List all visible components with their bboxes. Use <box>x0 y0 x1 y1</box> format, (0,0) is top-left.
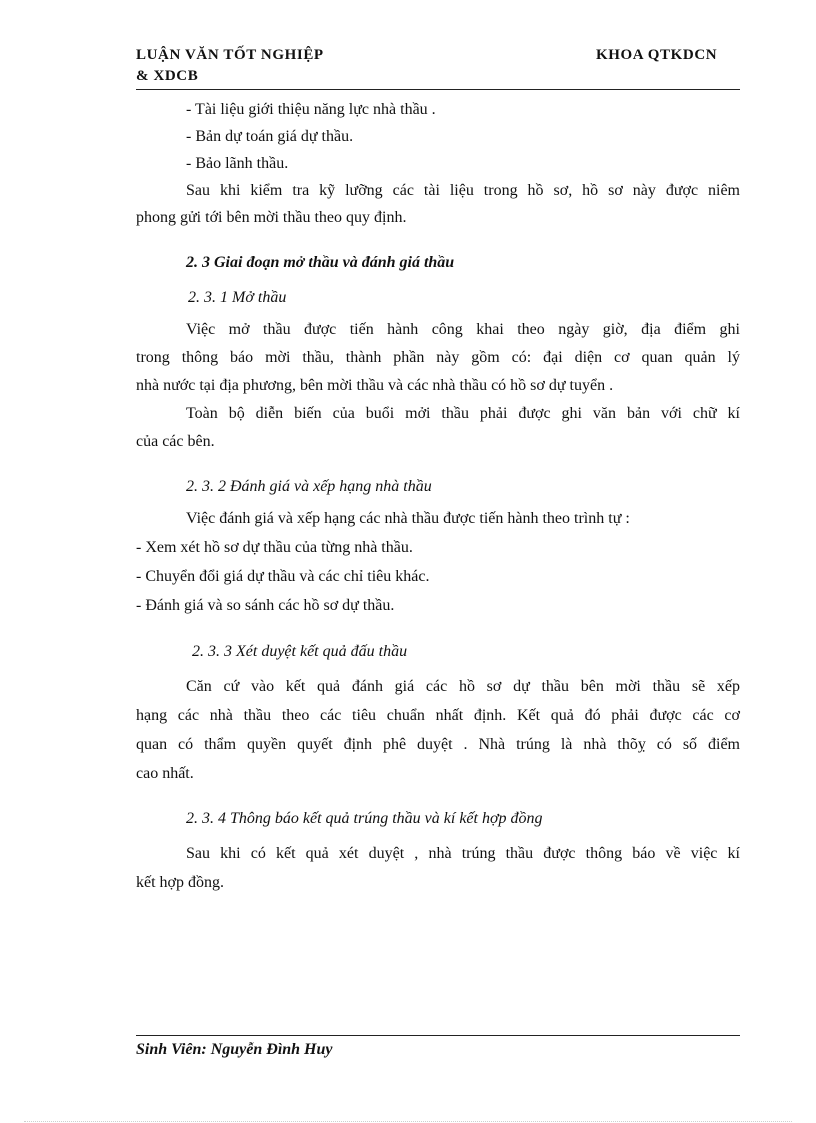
footer-student-name: Sinh Viên: Nguyễn Đình Huy <box>136 1041 333 1058</box>
para-2-3-1-line2: trong thông báo mời thầu, thành phần này gồm có: đại diện cơ quan quản lý <box>136 349 740 366</box>
intro-item-2: - Bản dự toán giá dự thầu. <box>186 128 354 145</box>
para-2-3-3-line3: quan có thẩm quyền quyết định phê duyệt . Nhà trúng là nhà thõỵ có số điểm <box>136 736 740 753</box>
list-2-3-2-item-3: - Đánh giá và so sánh các hồ sơ dự thầu. <box>136 597 395 614</box>
intro-item-1: - Tài liệu giới thiệu năng lực nhà thầu . <box>186 101 436 118</box>
page-bottom-dotted-edge <box>24 1121 792 1122</box>
subsection-title-2-3-1: 2. 3. 1 Mở thầu <box>188 289 287 306</box>
para-2-3-3-line2: hạng các nhà thầu theo các tiêu chuẩn nhất định. Kết quả đó phải được các cơ <box>136 707 740 724</box>
section-title-2-3: 2. 3 Giai đoạn mở thầu và đánh giá thầu <box>186 254 455 271</box>
para-2-3-1b-line2: của các bên. <box>136 433 215 450</box>
intro-item-3: - Bảo lãnh thầu. <box>186 155 289 172</box>
subsection-title-2-3-2: 2. 3. 2 Đánh giá và xếp hạng nhà thầu <box>186 478 432 495</box>
subsection-title-2-3-3: 2. 3. 3 Xét duyệt kết quả đấu thầu <box>192 643 408 660</box>
para-2-3-4-line2: kết hợp đồng. <box>136 874 225 891</box>
para-2-3-4-line1: Sau khi có kết quả xét duyệt , nhà trúng thầu được thông báo về việc kí <box>186 845 740 862</box>
para-2-3-3-line1: Căn cứ vào kết quả đánh giá các hồ sơ dự thầu bên mời thầu sẽ xếp <box>186 678 740 695</box>
header-left-line1: LUẬN VĂN TỐT NGHIỆP <box>136 47 324 63</box>
list-2-3-2-item-2: - Chuyển đổi giá dự thầu và các chỉ tiêu khác. <box>136 568 430 585</box>
list-2-3-2-item-1: - Xem xét hồ sơ dự thầu của từng nhà thầu. <box>136 539 413 556</box>
subsection-title-2-3-4: 2. 3. 4 Thông báo kết quả trúng thầu và kí kết hợp đồng <box>186 810 543 827</box>
footer-rule <box>136 1035 740 1036</box>
header-right: KHOA QTKDCN <box>596 47 718 63</box>
intro-para-line2: phong gửi tới bên mời thầu theo quy định. <box>136 209 407 226</box>
para-2-3-1-line3: nhà nước tại địa phương, bên mời thầu và các nhà thầu có hồ sơ dự tuyển . <box>136 377 614 394</box>
para-2-3-2-intro: Việc đánh giá và xếp hạng các nhà thầu được tiến hành theo trình tự : <box>186 510 630 527</box>
header-left-line2: & XDCB <box>136 68 199 84</box>
para-2-3-3-line4: cao nhất. <box>136 765 194 782</box>
header-rule <box>136 89 740 90</box>
intro-para-line1: Sau khi kiểm tra kỹ lưỡng các tài liệu trong hồ sơ, hồ sơ này được niêm <box>186 182 740 199</box>
para-2-3-1-line1: Việc mở thầu được tiến hành công khai theo ngày giờ, địa điểm ghi <box>186 321 740 338</box>
para-2-3-1b-line1: Toàn bộ diễn biến của buổi mởi thầu phải được ghi văn bản với chữ kí <box>186 405 740 422</box>
